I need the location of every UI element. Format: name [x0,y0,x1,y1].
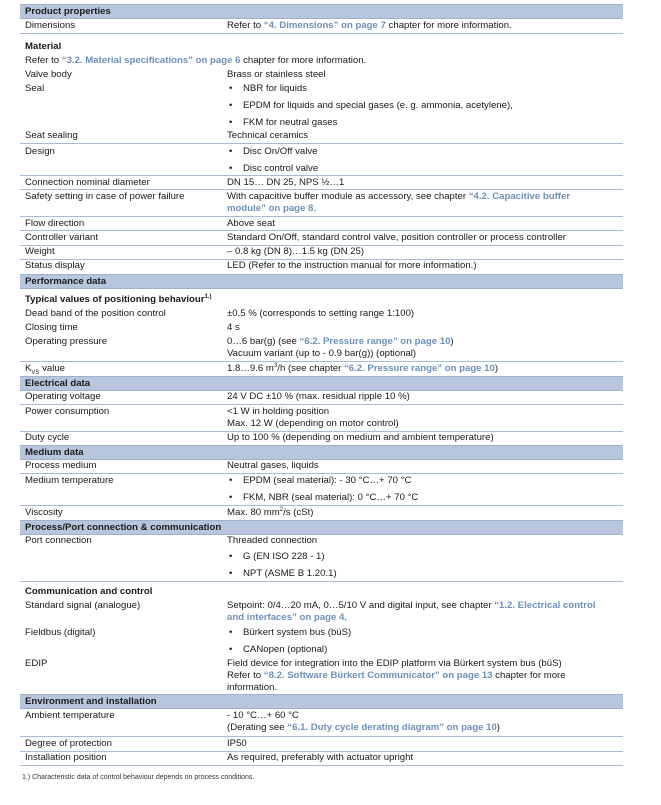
label-process-medium: Process medium [25,460,97,471]
subheading-material: Material [25,41,62,52]
value-standard-signal-cont: and interfaces” on page 4. [227,612,347,623]
divider [20,361,623,362]
divider [20,33,623,34]
value-duty-cycle: Up to 100 % (depending on medium and ambient temperature) [227,432,494,443]
divider [20,404,623,405]
label-power-consumption: Power consumption [25,406,110,417]
section-header-electrical-data: Electrical data [20,376,623,391]
label-dead-band: Dead band of the position control [25,308,166,319]
section-header-process-port: Process/Port connection & communication [20,520,623,535]
value-derating: (Derating see “6.1. Duty cycle derating diagram” on page 10) [227,722,500,733]
port-connection-item: • G (EN ISO 228 - 1) [227,551,325,563]
value-connection-diameter: DN 15… DN 25, NPS ½…1 [227,177,345,188]
label-fieldbus: Fieldbus (digital) [25,627,96,638]
link-material-specifications[interactable]: “3.2. Material specifications” on page 6 [61,55,241,66]
section-header-medium-data: Medium data [20,445,623,460]
label-edip: EDIP [25,658,48,669]
design-item: • Disc control valve [227,163,318,175]
label-operating-voltage: Operating voltage [25,391,101,402]
value-kvs: 1.8…9.6 $m^3/h$ (see chapter “6.2. Pressure range” on page 10) [227,362,499,374]
label-degree-of-protection: Degree of protection [25,738,112,749]
value-edip-line3: information. [227,682,278,693]
footnote: 1.) Characteristic data of control behaviour depends on process conditions. [22,774,255,781]
link-capacitive-buffer-cont[interactable]: module” on page 8 [227,203,314,214]
seal-item: • FKM for neutral gases [227,117,337,129]
value-safety-setting-cont: module” on page 8. [227,203,317,214]
label-kvs-value: $K_{VS}$ value [25,363,66,376]
link-pressure-range[interactable]: “6.2. Pressure range” on page 10 [299,336,451,347]
value-installation-position: As required, preferably with actuator upright [227,752,414,763]
value-vacuum-variant: Vacuum variant (up to - 0.9 bar(g)) (optional) [227,348,417,359]
section-header-environment: Environment and installation [20,694,623,709]
subheading-typical-values: Typical values of positioning behaviour$^{1.)}$ [25,293,212,305]
value-safety-setting: With capacitive buffer module as accessory, see chapter “4.2. Capacitive buffer [227,191,571,202]
value-port-connection: Threaded connection [227,535,318,546]
section-header-product-properties: Product properties [20,4,623,19]
value-valve-body: Brass or stainless steel [227,69,326,80]
value-ambient-temperature: - 10 °C…+ 60 °C [227,710,299,721]
divider [20,175,623,176]
divider [20,216,623,217]
section-header-performance-data: Performance data [20,274,623,289]
divider [20,189,623,190]
label-flow-direction: Flow direction [25,218,85,229]
link-software-communicator[interactable]: “8.2. Software Bürkert Communicator” on page 13 [263,670,493,681]
label-seat-sealing: Seat sealing [25,130,78,141]
link-electrical-control[interactable]: “1.2. Electrical control [494,600,596,611]
label-connection-diameter: Connection nominal diameter [25,177,150,188]
label-port-connection: Port connection [25,535,92,546]
link-pressure-range-kvs[interactable]: “6.2. Pressure range” on page 10 [343,363,495,374]
link-dimensions[interactable]: “4. Dimensions” on page 7 [263,20,386,31]
label-status-display: Status display [25,260,85,271]
divider [20,230,623,231]
subheading-communication-control: Communication and control [25,586,153,597]
divider [20,473,623,474]
value-status-display: LED (Refer to the instruction manual for more information.) [227,260,477,271]
medium-temperature-item: • EPDM (seal material): - 30 °C…+ 70 °C [227,475,411,487]
label-safety-setting: Safety setting in case of power failure [25,191,185,202]
value-edip-line1: Field device for integration into the EDIP platform via Bürkert system bus (büS) [227,658,562,669]
label-weight: Weight [25,246,55,257]
label-dimensions: Dimensions [25,20,76,31]
divider [20,143,623,144]
divider [20,736,623,737]
value-power-holding: <1 W in holding position [227,406,330,417]
label-viscosity: Viscosity [25,507,63,518]
label-medium-temperature: Medium temperature [25,475,114,486]
label-standard-signal: Standard signal (analogue) [25,600,141,611]
label-closing-time: Closing time [25,322,78,333]
value-viscosity: Max. 80 $mm^2/s$ (cSt) [227,506,314,518]
divider [20,505,623,506]
value-dimensions: Refer to “4. Dimensions” on page 7 chapter for more information. [227,20,512,31]
value-dead-band: ±0.5 % (corresponds to setting range 1:100) [227,308,415,319]
label-valve-body: Valve body [25,69,72,80]
value-closing-time: 4 s [227,322,240,333]
value-degree-of-protection: IP50 [227,738,247,749]
seal-item: • EPDM for liquids and special gases (e. g. ammonia, acetylene), [227,100,513,112]
link-duty-cycle-derating[interactable]: “6.1. Duty cycle derating diagram” on page 10 [287,722,497,733]
value-controller-variant: Standard On/Off, standard control valve, position controller or process controller [227,232,566,243]
link-capacitive-buffer[interactable]: “4.2. Capacitive buffer [468,191,571,202]
value-flow-direction: Above seat [227,218,276,229]
fieldbus-item: • CANopen (optional) [227,644,327,656]
label-installation-position: Installation position [25,752,107,763]
value-standard-signal: Setpoint: 0/4…20 mA, 0…5/10 V and digital input, see chapter “1.2. Electrical control [227,600,596,611]
port-connection-item: • NPT (ASME B 1.20.1) [227,568,337,580]
value-operating-pressure: 0…6 bar(g) (see “6.2. Pressure range” on page 10) [227,336,454,347]
link-electrical-control-cont[interactable]: and interfaces” on page 4 [227,612,345,623]
divider [20,581,623,582]
value-power-max: Max. 12 W (depending on motor control) [227,418,399,429]
value-operating-voltage: 24 V DC ±10 % (max. residual ripple 10 %) [227,391,410,402]
medium-temperature-item: • FKM, NBR (seal material): 0 °C…+ 70 °C [227,492,418,504]
fieldbus-item: • Bürkert system bus (büS) [227,627,351,639]
material-reference: Refer to “3.2. Material specifications” on page 6 chapter for more information. [25,55,367,66]
label-operating-pressure: Operating pressure [25,336,108,347]
label-seal: Seal [25,83,45,94]
value-edip-line2: Refer to “8.2. Software Bürkert Communicator” on page 13 chapter for more [227,670,566,681]
label-controller-variant: Controller variant [25,232,99,243]
value-seat-sealing: Technical ceramics [227,130,309,141]
value-process-medium: Neutral gases, liquids [227,460,319,471]
label-ambient-temperature: Ambient temperature [25,710,115,721]
label-design: Design [25,146,55,157]
design-item: • Disc On/Off valve [227,146,317,158]
seal-item: • NBR for liquids [227,83,307,95]
value-weight: – 0.8 kg (DN 8)…1.5 kg (DN 25) [227,246,365,257]
divider [20,765,623,766]
label-duty-cycle: Duty cycle [25,432,70,443]
